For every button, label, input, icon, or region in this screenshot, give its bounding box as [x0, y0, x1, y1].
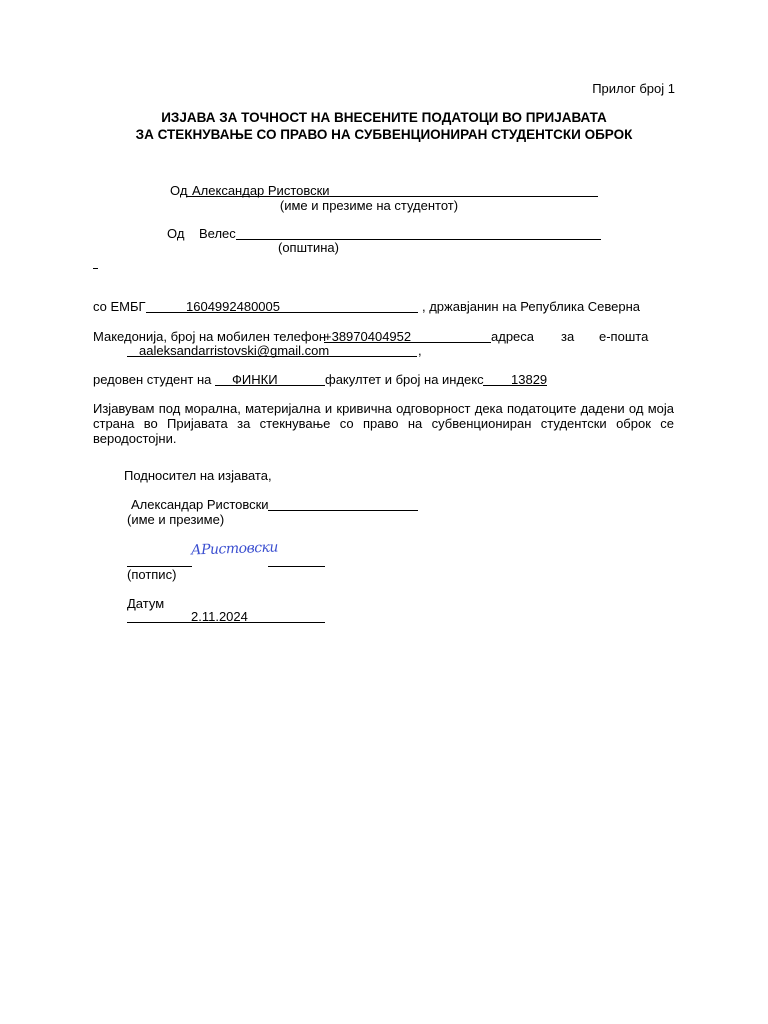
- declaration-text: Изјавувам под морална, материјална и кривична одговорност дека податоците дадени од моја страна во Пријавата за стекнување со право на субвенциониран студентски оброк се веродостојни.: [93, 401, 674, 446]
- index-value: 13829: [511, 372, 548, 387]
- from-label: Од: [170, 183, 188, 198]
- municipality-caption: (општина): [278, 240, 339, 255]
- signature-caption: (потпис): [127, 567, 177, 582]
- citizen-text: , државјанин на Република Северна: [422, 299, 641, 314]
- date-label: Датум: [127, 596, 165, 611]
- municipality-from-label: Од: [167, 226, 185, 241]
- phone-label: Македонија, број на мобилен телефон: [93, 329, 327, 344]
- annex-number: Прилог број 1: [592, 81, 675, 96]
- email-value: aaleksandarristovski@gmail.com: [139, 343, 330, 358]
- signer-name-underline: [268, 510, 418, 511]
- signer-caption: (име и презиме): [127, 512, 225, 527]
- student-name: Александар Ристовски: [192, 183, 330, 198]
- signer-name: Александар Ристовски: [131, 497, 269, 512]
- stray-mark: [93, 268, 98, 269]
- document-title-line2: ЗА СТЕКНУВАЊЕ СО ПРАВО НА СУБВЕНЦИОНИРАН СТУДЕНТСКИ ОБРОК: [135, 127, 633, 142]
- embg-value: 1604992480005: [186, 299, 280, 314]
- faculty-value: ФИНКИ: [232, 372, 278, 387]
- embg-label: со ЕМБГ: [93, 299, 146, 314]
- student-label: редовен студент на: [93, 372, 212, 387]
- email-label-word-2: за: [561, 329, 575, 344]
- handwritten-signature: АРистовски: [190, 539, 279, 559]
- signature-underline-right: [268, 566, 325, 567]
- index-label: факултет и број на индекс: [325, 372, 484, 387]
- email-label-word-3: е-пошта: [599, 329, 649, 344]
- email-comma: ,: [418, 343, 422, 358]
- phone-value: +38970404952: [324, 329, 412, 344]
- date-value: 2.11.2024: [191, 609, 248, 624]
- municipality-name: Велес: [199, 226, 236, 241]
- document-title-line1: ИЗЈАВА ЗА ТОЧНОСТ НА ВНЕСЕНИТЕ ПОДАТОЦИ ВО ПРИЈАВАТА: [161, 110, 607, 125]
- submitter-label: Подносител на изјавата,: [124, 468, 272, 483]
- name-caption: (име и презиме на студентот): [279, 198, 459, 213]
- email-label-word-1: адреса: [491, 329, 535, 344]
